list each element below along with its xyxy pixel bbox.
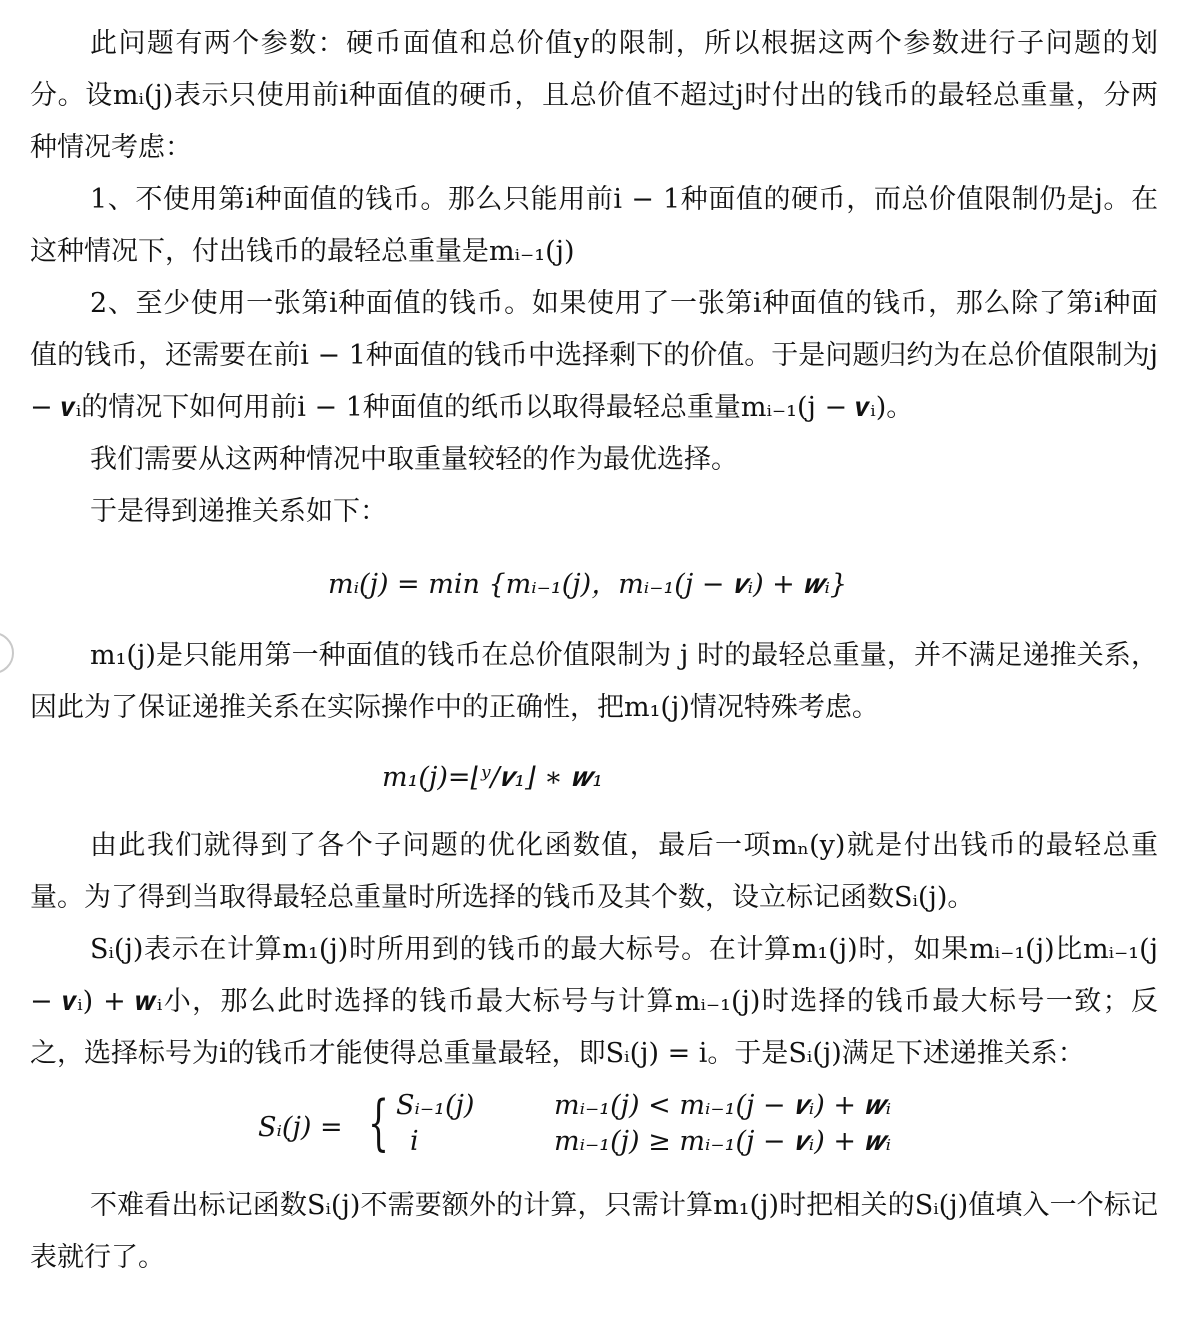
document-page (30, 18, 1158, 1284)
paragraph-conclusion: 不难看出标记函数Sᵢ(j)不需要额外的计算，只需计算m₁(j)时把相关的Sᵢ(j)值填入一个标记表就行了。 (30, 1190, 1158, 1273)
paragraph-case-1: 1、不使用第i种面值的钱币。那么只能用前i − 1种面值的硬币，而总价值限制仍是j。在这种情况下，付出钱币的最轻总重量是mᵢ₋₁(j) (30, 184, 1158, 267)
formula-si-lhs: Sᵢ(j) = (258, 1112, 343, 1143)
formula-si-cases (30, 1086, 1158, 1178)
margin-circle-mark (0, 632, 14, 674)
paragraph-recurrence-intro: 于是得到递推关系如下： (90, 496, 387, 527)
formula-m1: m₁(j)=⌊ʸ/𝒗₁⌋ ∗ 𝒘₁ (382, 762, 604, 793)
paragraph-case-2: 2、至少使用一张第i种面值的钱币。如果使用了一张第i种面值的钱币，那么除了第i种面值的钱币，还需要在前i − 1种面值的钱币中选择剩下的价值。于是问题归约为在总价值限制为j − 𝒗ᵢ的情况下如何用前i − 1种面值的纸币以取得最轻总重量mᵢ₋₁(j − 𝒗ᵢ)。 (30, 288, 1158, 423)
paragraph-mark-function: 由此我们就得到了各个子问题的优化函数值，最后一项mₙ(y)就是付出钱币的最轻总重量。为了得到当取得最轻总重量时所选择的钱币及其个数，设立标记函数Sᵢ(j)。 (30, 830, 1158, 913)
paragraph-choose-lighter: 我们需要从这两种情况中取重量较轻的作为最优选择。 (90, 444, 738, 475)
formula-si-case2-condition: mᵢ₋₁(j) ≥ mᵢ₋₁(j − 𝒗ᵢ) + 𝒘ᵢ (554, 1126, 892, 1157)
paragraph-intro: 此问题有两个参数：硬币面值和总价值y的限制，所以根据这两个参数进行子问题的划分。设mᵢ(j)表示只使用前i种面值的硬币，且总价值不超过j时付出的钱币的最轻总重量，分两种情况考虑： (30, 28, 1158, 163)
formula-recurrence: mᵢ(j) = min {mᵢ₋₁(j)，mᵢ₋₁(j − 𝒗ᵢ) + 𝒘ᵢ} (328, 569, 848, 600)
formula-si-case1-condition: mᵢ₋₁(j) < mᵢ₋₁(j − 𝒗ᵢ) + 𝒘ᵢ (554, 1090, 892, 1121)
formula-si-case2-value: i (410, 1126, 419, 1157)
paragraph-si-definition: Sᵢ(j)表示在计算m₁(j)时所用到的钱币的最大标号。在计算m₁(j)时，如果mᵢ₋₁(j)比mᵢ₋₁(j − 𝒗ᵢ) + 𝒘ᵢ小，那么此时选择的钱币最大标号与计算mᵢ₋₁(j)时选择的钱币最大标号一致；反之，选择标号为i的钱币才能使得总重量最轻，即Sᵢ(j) = i。于是Sᵢ(j)满足下述递推关系： (30, 934, 1158, 1069)
formula-si-brace: { (368, 1088, 390, 1158)
paragraph-m1-special: m₁(j)是只能用第一种面值的钱币在总价值限制为 j 时的最轻总重量，并不满足递推关系，因此为了保证递推关系在实际操作中的正确性，把m₁(j)情况特殊考虑。 (30, 640, 1158, 723)
formula-si-case1-value: Sᵢ₋₁(j) (396, 1090, 475, 1121)
